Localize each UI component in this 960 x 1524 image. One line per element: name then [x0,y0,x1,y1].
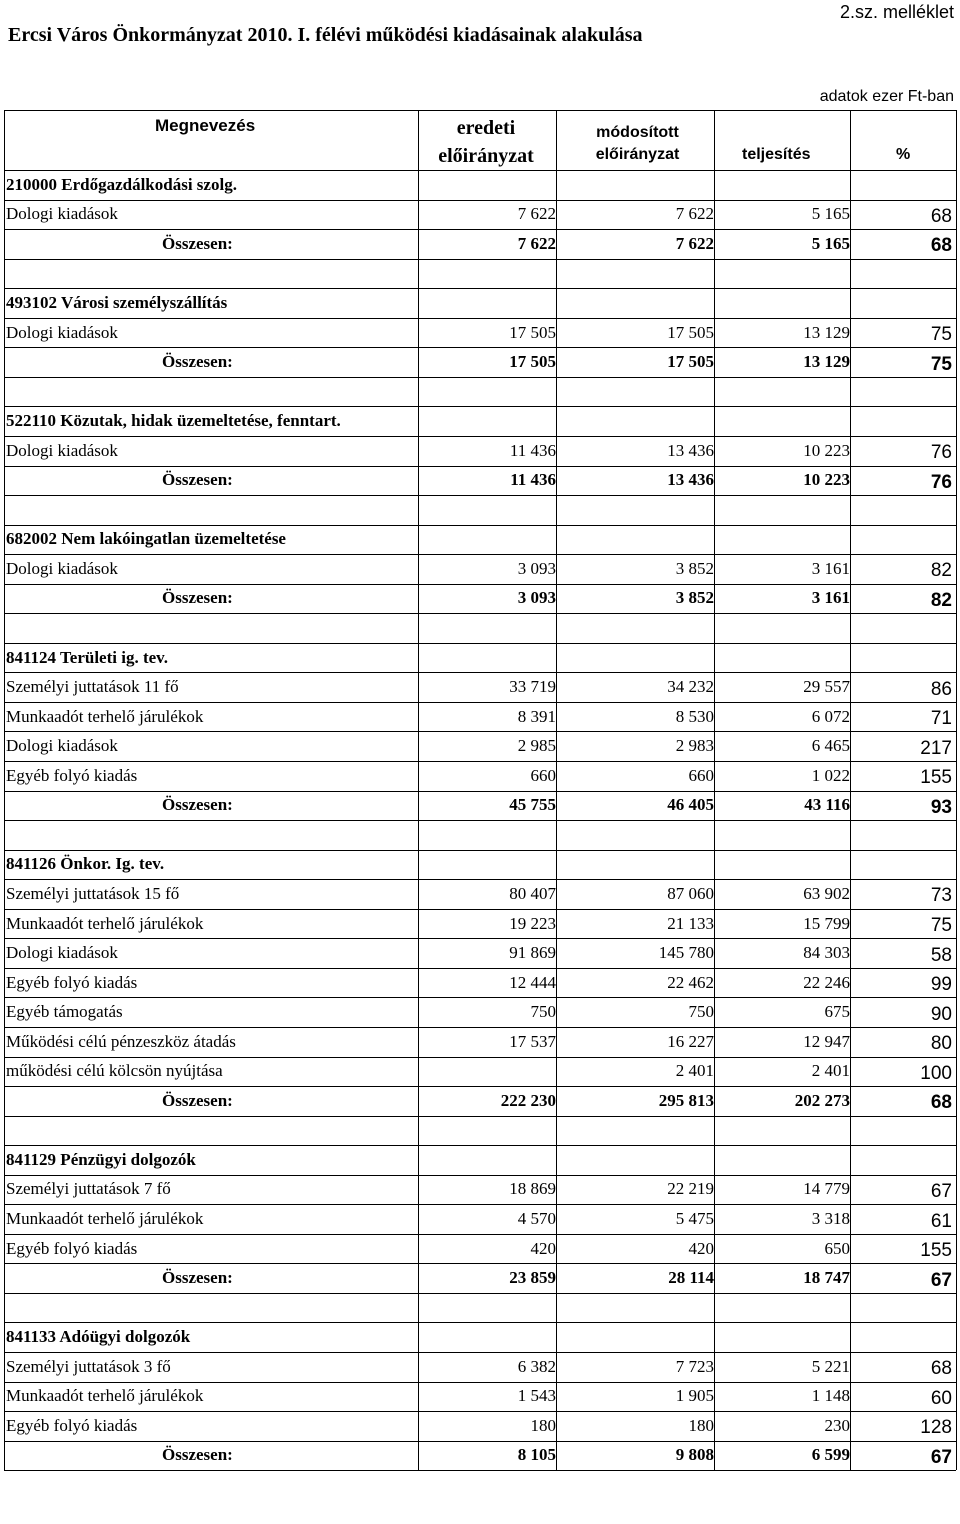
row-label: Egyéb folyó kiadás [6,1238,138,1258]
modified-appropriation-cell: 750 [688,1002,714,1022]
percent-cell [852,1293,952,1323]
percent-cell: 155 [920,1240,952,1262]
row-label: Dologi kiadások [6,440,118,460]
section-row [0,1145,960,1175]
modified-appropriation-cell [558,525,714,555]
row-label: Személyi juttatások 15 fő [6,883,180,903]
percent-cell: 75 [930,915,952,937]
table-row [0,761,960,791]
percent-cell: 90 [930,1003,952,1025]
row-label: Személyi juttatások 7 fő [6,1179,171,1199]
percent-cell [852,643,952,673]
spacer-row [0,495,960,525]
original-appropriation-cell: 8 105 [517,1445,556,1465]
modified-appropriation-cell: 21 133 [667,913,714,933]
row-label: Munkaadót terhelő járulékok [6,1209,204,1229]
table-row [0,702,960,732]
performance-cell [716,613,850,643]
total-row [0,791,960,821]
performance-cell: 5 221 [811,1356,850,1376]
table-row [0,436,960,466]
performance-cell: 230 [824,1415,850,1435]
header-modified-line1: módosított [596,124,679,141]
modified-appropriation-cell [558,288,714,318]
performance-cell [716,1322,850,1352]
modified-appropriation-cell [558,1116,714,1146]
spacer-row [0,820,960,850]
document-title: Ercsi Város Önkormányzat 2010. I. félévi működési kiadásainak alakulása [8,24,643,46]
row-label: 841124 Területi ig. tev. [6,647,168,667]
percent-cell: 100 [920,1062,952,1084]
modified-appropriation-cell: 7 622 [675,204,714,224]
row-label: Egyéb folyó kiadás [6,765,138,785]
performance-cell: 84 303 [803,943,850,963]
performance-cell: 5 165 [811,233,850,253]
table-row [0,1175,960,1205]
header-percent: % [896,146,911,163]
original-appropriation-cell: 19 223 [509,913,556,933]
original-appropriation-cell [418,406,556,436]
modified-appropriation-cell: 22 219 [667,1179,714,1199]
modified-appropriation-cell: 1 905 [675,1386,714,1406]
header-performance: teljesítés [742,146,811,163]
table-row [0,318,960,348]
total-row [0,1441,960,1471]
modified-appropriation-cell [558,1145,714,1175]
percent-cell [852,259,952,289]
percent-cell [852,406,952,436]
performance-cell: 29 557 [803,677,850,697]
original-appropriation-cell: 420 [530,1238,556,1258]
modified-appropriation-cell: 13 436 [667,470,714,490]
modified-appropriation-cell: 295 813 [658,1090,714,1110]
modified-appropriation-cell: 34 232 [667,677,714,697]
percent-cell: 68 [930,1358,952,1380]
original-appropriation-cell [418,288,556,318]
row-label: Összesen: [162,470,233,490]
percent-cell: 68 [930,235,952,257]
modified-appropriation-cell: 16 227 [667,1031,714,1051]
modified-appropriation-cell: 180 [688,1415,714,1435]
modified-appropriation-cell: 17 505 [667,352,714,372]
total-row [0,229,960,259]
spacer-row [0,377,960,407]
table-row [0,1411,960,1441]
modified-appropriation-cell: 9 808 [675,1445,714,1465]
percent-cell: 93 [930,796,952,818]
spacer-row [0,259,960,289]
original-appropriation-cell: 750 [530,1002,556,1022]
row-label: 522110 Közutak, hidak üzemeltetése, fenntart. [6,411,341,431]
original-appropriation-cell: 4 570 [517,1209,556,1229]
original-appropriation-cell [418,377,556,407]
original-appropriation-cell: 660 [530,765,556,785]
modified-appropriation-cell [558,1322,714,1352]
header-modified-line2: előirányzat [595,146,680,163]
modified-appropriation-cell [558,259,714,289]
original-appropriation-cell: 222 230 [500,1090,556,1110]
original-appropriation-cell: 180 [530,1415,556,1435]
modified-appropriation-cell: 420 [688,1238,714,1258]
spacer-row [0,1116,960,1146]
percent-cell: 73 [930,885,952,907]
performance-cell: 6 599 [811,1445,850,1465]
section-row [0,525,960,555]
header-original-line1: eredeti [456,117,516,139]
performance-cell: 18 747 [803,1268,850,1288]
percent-cell: 75 [930,324,952,346]
performance-cell: 43 116 [804,795,850,815]
row-label: Egyéb támogatás [6,1002,123,1022]
percent-cell [852,495,952,525]
performance-cell: 15 799 [803,913,850,933]
table-row [0,968,960,998]
original-appropriation-cell: 3 093 [517,588,556,608]
performance-cell [716,170,850,200]
modified-appropriation-cell: 3 852 [675,558,714,578]
original-appropriation-cell: 11 436 [509,440,556,460]
modified-appropriation-cell: 28 114 [668,1268,714,1288]
original-appropriation-cell [418,1322,556,1352]
spacer-row [0,613,960,643]
annex-label: 2.sz. melléklet [839,2,954,22]
total-row [0,466,960,496]
performance-cell [716,1145,850,1175]
performance-cell [716,643,850,673]
unit-note: adatok ezer Ft-ban [819,88,954,105]
percent-cell: 217 [920,737,952,759]
modified-appropriation-cell [558,406,714,436]
original-appropriation-cell: 7 622 [517,204,556,224]
original-appropriation-cell [418,1057,556,1087]
percent-cell [852,170,952,200]
modified-appropriation-cell: 7 723 [675,1356,714,1376]
modified-appropriation-cell: 145 780 [658,943,714,963]
percent-cell: 71 [930,708,952,730]
row-label: Munkaadót terhelő járulékok [6,913,204,933]
header-name: Megnevezés [155,116,256,135]
percent-cell [852,288,952,318]
percent-cell: 67 [930,1269,952,1291]
modified-appropriation-cell: 46 405 [667,795,714,815]
table-row [0,1204,960,1234]
performance-cell: 6 072 [811,706,850,726]
performance-cell [716,850,850,880]
percent-cell: 67 [930,1180,952,1202]
performance-cell: 202 273 [794,1090,850,1110]
section-row [0,406,960,436]
original-appropriation-cell: 33 719 [509,677,556,697]
row-label: 210000 Erdőgazdálkodási szolg. [6,174,237,194]
total-row [0,1263,960,1293]
percent-cell [852,1322,952,1352]
performance-cell: 675 [824,1002,850,1022]
table-row [0,1027,960,1057]
modified-appropriation-cell: 22 462 [667,972,714,992]
original-appropriation-cell [418,1145,556,1175]
row-label: Személyi juttatások 3 fő [6,1356,171,1376]
total-row [0,1086,960,1116]
modified-appropriation-cell: 87 060 [667,883,714,903]
performance-cell: 13 129 [803,352,850,372]
original-appropriation-cell: 8 391 [517,706,556,726]
row-label: 841129 Pénzügyi dolgozók [6,1149,196,1169]
percent-cell: 58 [930,944,952,966]
original-appropriation-cell [418,1116,556,1146]
original-appropriation-cell [418,643,556,673]
original-appropriation-cell: 17 537 [509,1031,556,1051]
modified-appropriation-cell [558,820,714,850]
percent-cell: 76 [930,442,952,464]
modified-appropriation-cell [558,495,714,525]
row-label: Dologi kiadások [6,204,118,224]
percent-cell [852,525,952,555]
original-appropriation-cell [418,259,556,289]
performance-cell: 1 148 [811,1386,850,1406]
modified-appropriation-cell: 5 475 [675,1209,714,1229]
original-appropriation-cell: 18 869 [509,1179,556,1199]
row-label: Dologi kiadások [6,322,118,342]
percent-cell: 76 [930,471,952,493]
section-row [0,288,960,318]
percent-cell: 67 [930,1446,952,1468]
percent-cell: 86 [930,678,952,700]
header-original-line2: előirányzat [438,145,534,167]
row-label: Összesen: [162,1090,233,1110]
performance-cell: 3 161 [811,558,850,578]
modified-appropriation-cell [558,377,714,407]
row-label: Összesen: [162,1268,233,1288]
original-appropriation-cell: 1 543 [517,1386,556,1406]
percent-cell: 80 [930,1033,952,1055]
modified-appropriation-cell [558,850,714,880]
percent-cell: 128 [920,1417,952,1439]
performance-cell [716,406,850,436]
original-appropriation-cell: 12 444 [509,972,556,992]
table-row [0,200,960,230]
table-row [0,1057,960,1087]
performance-cell: 12 947 [803,1031,850,1051]
row-label: Egyéb folyó kiadás [6,972,138,992]
percent-cell: 68 [930,205,952,227]
row-label: Összesen: [162,1445,233,1465]
performance-cell: 14 779 [803,1179,850,1199]
original-appropriation-cell: 23 859 [509,1268,556,1288]
performance-cell: 6 465 [811,736,850,756]
modified-appropriation-cell: 3 852 [675,588,714,608]
row-label: Munkaadót terhelő járulékok [6,706,204,726]
table-row [0,672,960,702]
original-appropriation-cell: 11 436 [510,470,556,490]
performance-cell: 3 161 [811,588,850,608]
percent-cell: 75 [930,353,952,375]
row-label: Működési célú pénzeszköz átadás [6,1031,236,1051]
original-appropriation-cell: 3 093 [517,558,556,578]
row-label: 841133 Adóügyi dolgozók [6,1327,191,1347]
row-label: Összesen: [162,795,233,815]
modified-appropriation-cell: 8 530 [675,706,714,726]
row-label: Dologi kiadások [6,558,118,578]
performance-cell [716,1293,850,1323]
table-row [0,909,960,939]
modified-appropriation-cell [558,613,714,643]
section-row [0,1322,960,1352]
performance-cell: 3 318 [811,1209,850,1229]
performance-cell: 1 022 [811,765,850,785]
row-label: Összesen: [162,352,233,372]
original-appropriation-cell [418,495,556,525]
performance-cell: 13 129 [803,322,850,342]
original-appropriation-cell: 6 382 [517,1356,556,1376]
percent-cell: 99 [930,974,952,996]
original-appropriation-cell [418,1293,556,1323]
row-label: Dologi kiadások [6,736,118,756]
row-label: 682002 Nem lakóingatlan üzemeltetése [6,529,286,549]
table-row [0,1234,960,1264]
modified-appropriation-cell [558,643,714,673]
percent-cell [852,377,952,407]
original-appropriation-cell [418,170,556,200]
original-appropriation-cell [418,613,556,643]
percent-cell: 68 [930,1092,952,1114]
percent-cell: 155 [920,767,952,789]
modified-appropriation-cell [558,170,714,200]
modified-appropriation-cell: 2 983 [675,736,714,756]
percent-cell: 61 [930,1210,952,1232]
total-row [0,584,960,614]
modified-appropriation-cell [558,1293,714,1323]
table-row [0,1352,960,1382]
row-label: 841126 Önkor. Ig. tev. [6,854,165,874]
performance-cell [716,377,850,407]
original-appropriation-cell: 17 505 [509,322,556,342]
percent-cell [852,850,952,880]
row-label: Személyi juttatások 11 fő [6,677,179,697]
section-row [0,643,960,673]
original-appropriation-cell: 17 505 [509,352,556,372]
original-appropriation-cell [418,850,556,880]
performance-cell: 10 223 [803,470,850,490]
performance-cell [716,1116,850,1146]
section-row [0,170,960,200]
row-label: Egyéb folyó kiadás [6,1415,138,1435]
table-row [0,731,960,761]
performance-cell: 650 [824,1238,850,1258]
performance-cell: 10 223 [803,440,850,460]
performance-cell: 2 401 [811,1061,850,1081]
row-label: 493102 Városi személyszállítás [6,292,228,312]
modified-appropriation-cell: 660 [688,765,714,785]
row-label: Összesen: [162,233,233,253]
original-appropriation-cell [418,525,556,555]
performance-cell [716,259,850,289]
section-row [0,850,960,880]
modified-appropriation-cell: 7 622 [675,233,714,253]
percent-cell: 82 [930,589,952,611]
performance-cell [716,820,850,850]
performance-cell [716,288,850,318]
percent-cell [852,820,952,850]
performance-cell: 5 165 [811,204,850,224]
row-label: Dologi kiadások [6,943,118,963]
row-label: Összesen: [162,588,233,608]
modified-appropriation-cell: 17 505 [667,322,714,342]
modified-appropriation-cell: 2 401 [675,1061,714,1081]
percent-cell: 60 [930,1387,952,1409]
percent-cell [852,613,952,643]
table-row [0,1382,960,1412]
performance-cell: 63 902 [803,883,850,903]
percent-cell: 82 [930,560,952,582]
original-appropriation-cell: 80 407 [509,883,556,903]
original-appropriation-cell: 91 869 [509,943,556,963]
row-label: Munkaadót terhelő járulékok [6,1386,204,1406]
percent-cell [852,1145,952,1175]
row-label: működési célú kölcsön nyújtása [6,1061,223,1081]
total-row [0,347,960,377]
percent-cell [852,1116,952,1146]
table-row [0,938,960,968]
spacer-row [0,1293,960,1323]
original-appropriation-cell: 45 755 [509,795,556,815]
original-appropriation-cell: 7 622 [517,233,556,253]
performance-cell [716,525,850,555]
original-appropriation-cell [418,820,556,850]
original-appropriation-cell: 2 985 [517,736,556,756]
performance-cell [716,495,850,525]
table-row [0,879,960,909]
modified-appropriation-cell: 13 436 [667,440,714,460]
table-row [0,554,960,584]
table-row [0,997,960,1027]
performance-cell: 22 246 [803,972,850,992]
